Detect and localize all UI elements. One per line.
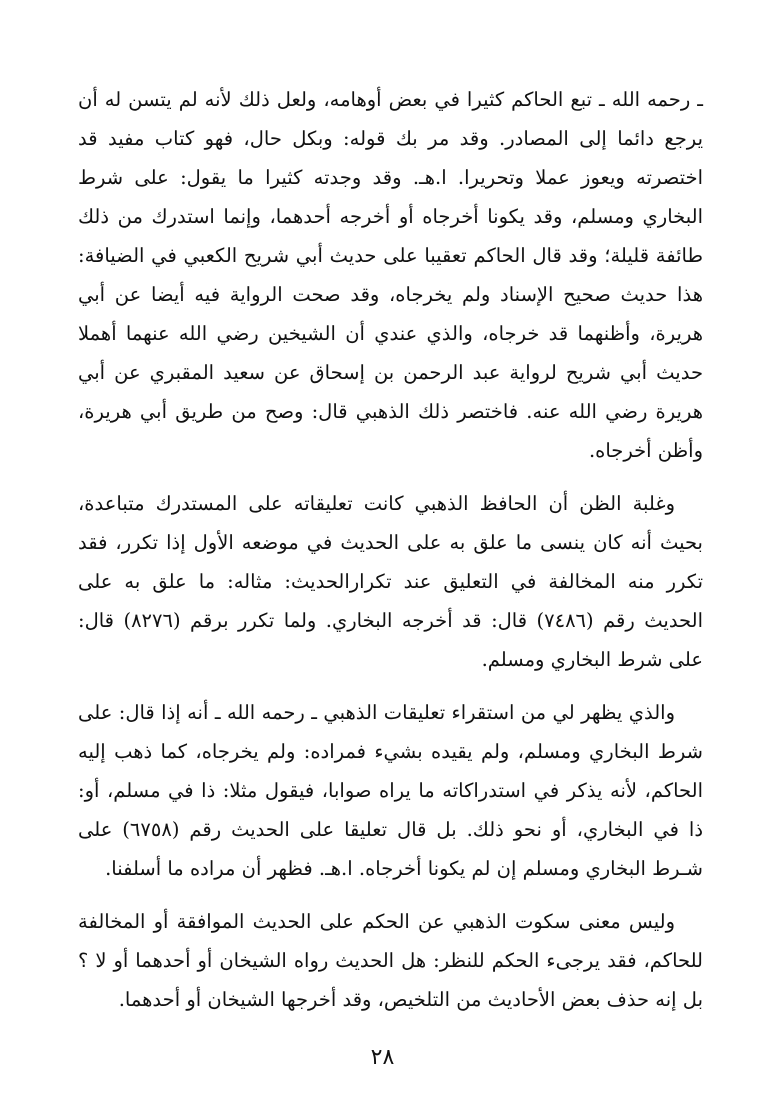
paragraph-2: وغلبة الظن أن الحافظ الذهبي كانت تعليقاته على المستدرك متباعدة، بحيث أنه كان ينسى ما علق به على الحديث في موضعه الأول إذا تكرر، فقد تكرر منه المخالفة في التعليق عند تكرارالحديث: مثاله: ما علق به على الحديث رقم (٧٤٨٦) قال: قد أخرجه البخاري. ولما تكرر برقم (٨٢٧٦) قال: على شرط البخاري ومسلم. bbox=[78, 492, 704, 671]
paragraph-4: وليس معنى سكوت الذهبي عن الحكم على الحديث الموافقة أو المخالفة للحاكم، فقد يرجىء الحكم للنظر: هل الحديث رواه الشيخان أو أحدهما أو لا ؟ بل إنه حذف بعض الأحاديث من التلخيص، وقد أخرجها الشيخان أو أحدهما. bbox=[78, 910, 703, 1011]
body-text bbox=[78, 80, 703, 1019]
page-number: ٢٨ bbox=[370, 1045, 395, 1070]
paragraph-3: والذي يظهر لي من استقراء تعليقات الذهبي ـ رحمه الله ـ أنه إذا قال: على شرط البخاري ومسلم، ولم يقيده بشيء فمراده: ولم يخرجاه، كما ذهب إليه الحاكم، لأنه يذكر في استدراكاته ما يراه صوابا، فيقول مثلا: ذا في مسلم، أو: ذا في البخاري، أو نحو ذلك. بل قال تعليقا على الحديث رقم (٦٧٥٨) على شـرط البخاري ومسلم إن لم يكونا أخرجاه. ا.هـ. فظهر أن مراده ما أسلفنا. bbox=[78, 701, 704, 880]
paragraph-1: ـ رحمه الله ـ تبع الحاكم كثيرا في بعض أوهامه، ولعل ذلك لأنه لم يتسن له أن يرجع دائما إلى المصادر. وقد مر بك قوله: وبكل حال، فهو كتاب مفيد قد اختصرته ويعوز عملا وتحريرا. ا.هـ. وقد وجدته كثيرا ما يقول: على شرط البخاري ومسلم، وقد يكونا أخرجاه أو أخرجه أحدهما، وإنما استدرك من ذلك طائفة قليلة؛ وقد قال الحاكم تعقيبا على حديث أبي شريح الكعبي في الضيافة: هذا حديث صحيح الإسناد ولم يخرجاه، وقد صحت الرواية فيه أيضا عن أبي هريرة، وأظنهما قد خرجاه، والذي عندي أن الشيخين رضي الله عنهما أهملا حديث أبي شريح لرواية عبد الرحمن بن إسحاق عن سعيد المقبري عن أبي هريرة رضي الله عنه. فاختصر ذلك الذهبي قال: وصح من طريق أبي هريرة، وأظن أخرجاه. bbox=[78, 88, 703, 462]
